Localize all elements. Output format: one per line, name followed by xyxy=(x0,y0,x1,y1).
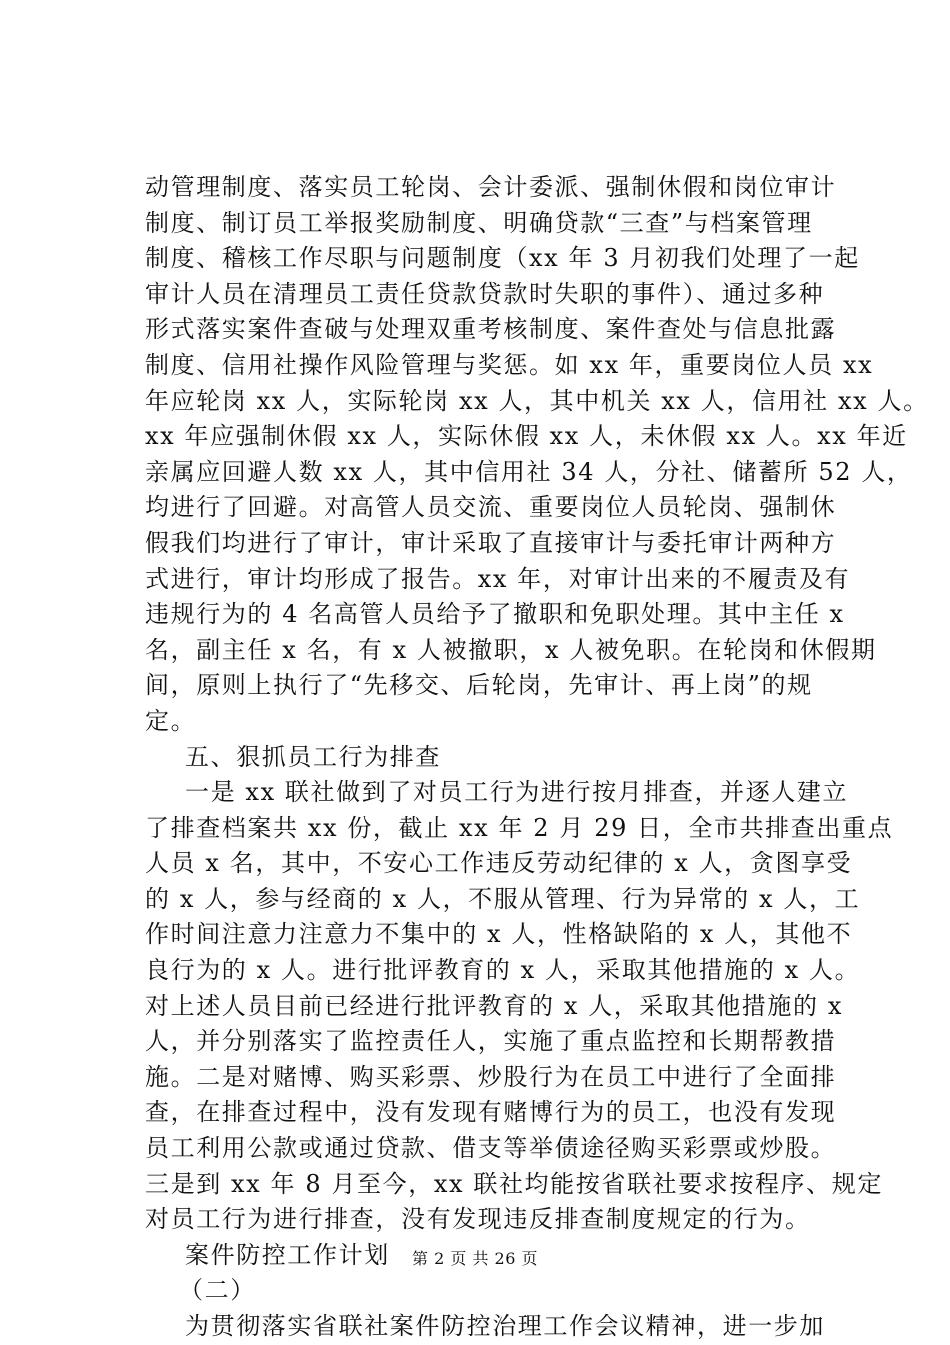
text-line: 制度、稽核工作尽职与问题制度（xx 年 3 月初我们处理了一起 xyxy=(145,244,860,273)
text-line: 一是 xx 联社做到了对员工行为进行按月排查，并逐人建立 xyxy=(185,778,849,807)
text-line: 名，副主任 x 名，有 x 人被撤职，x 人被免职。在轮岗和休假期 xyxy=(145,635,877,664)
text-line: 假我们均进行了审计，审计采取了直接审计与委托审计两种方 xyxy=(145,528,837,557)
text-line: 为贯彻落实省联社案件防控治理工作会议精神，进一步加 xyxy=(185,1312,825,1340)
text-line: 的 x 人，参与经商的 x 人，不服从管理、行为异常的 x 人，工 xyxy=(145,884,861,913)
text-line: 违规行为的 4 名高管人员给予了撤职和免职处理。其中主任 x xyxy=(145,600,845,629)
text-line: 员工利用公款或通过贷款、借支等举债途径购买彩票或炒股。 xyxy=(145,1134,837,1163)
document-body xyxy=(145,170,929,1345)
text-line: 均进行了回避。对高管人员交流、重要岗位人员轮岗、强制休 xyxy=(145,493,837,522)
text-line: 良行为的 x 人。进行批评教育的 x 人，采取其他措施的 x 人。 xyxy=(145,956,861,985)
text-line: 对上述人员目前已经进行批评教育的 x 人，采取其他措施的 x xyxy=(145,991,843,1020)
text-line: 动管理制度、落实员工轮岗、会计委派、强制休假和岗位审计 xyxy=(145,173,837,201)
text-line: 了排查档案共 xx 份，截止 xx 年 2 月 29 日，全市共排查出重点 xyxy=(145,813,894,842)
text-line: 施。二是对赌博、购买彩票、炒股行为在员工中进行了全面排 xyxy=(145,1062,837,1091)
text-line: 对员工行为进行排查，没有发现违反排查制度规定的行为。 xyxy=(145,1205,811,1234)
page-footer: 第 2 页 共 26 页 xyxy=(412,1249,538,1268)
text-line: 审计人员在清理员工责任贷款贷款时失职的事件）、通过多种 xyxy=(145,279,825,308)
text-line: 亲属应回避人数 xx 人，其中信用社 34 人，分社、储蓄所 52 人， xyxy=(145,457,913,486)
section-heading: 五、狠抓员工行为排查 xyxy=(185,742,441,771)
text-line: 三是到 xx 年 8 月至今，xx 联社均能按省联社要求按程序、规定 xyxy=(145,1169,883,1198)
text-line: 形式落实案件查破与处理双重考核制度、案件查处与信息批露 xyxy=(145,315,837,344)
text-line: 人员 x 名，其中，不安心工作违反劳动纪律的 x 人，贪图享受 xyxy=(145,849,853,878)
text-line: 式进行，审计均形成了报告。xx 年，对审计出来的不履责及有 xyxy=(145,564,851,593)
text-line: 制度、信用社操作风险管理与奖惩。如 xx 年，重要岗位人员 xx xyxy=(145,350,874,379)
text-line: 人，并分别落实了监控责任人，实施了重点监控和长期帮教措 xyxy=(145,1027,837,1056)
text-line: 查，在排查过程中，没有发现有赌博行为的员工，也没有发现 xyxy=(145,1098,837,1127)
text-line: 制度、制订员工举报奖励制度、明确贷款“三查”与档案管理 xyxy=(145,208,813,237)
text-line: xx 年应强制休假 xx 人，实际休假 xx 人，未休假 xx 人。xx 年近 xyxy=(145,422,908,451)
section-number: （二） xyxy=(179,1276,256,1305)
text-line: 作时间注意力注意力不集中的 x 人，性格缺陷的 x 人，其他不 xyxy=(145,920,853,949)
text-line: 定。 xyxy=(145,706,197,735)
text-line: 间，原则上执行了“先移交、后轮岗，先审计、再上岗”的规 xyxy=(145,671,813,700)
text-line: 年应轮岗 xx 人，实际轮岗 xx 人，其中机关 xx 人，信用社 xx 人。 xyxy=(145,386,929,415)
section-title: 案件防控工作计划 xyxy=(185,1240,390,1269)
